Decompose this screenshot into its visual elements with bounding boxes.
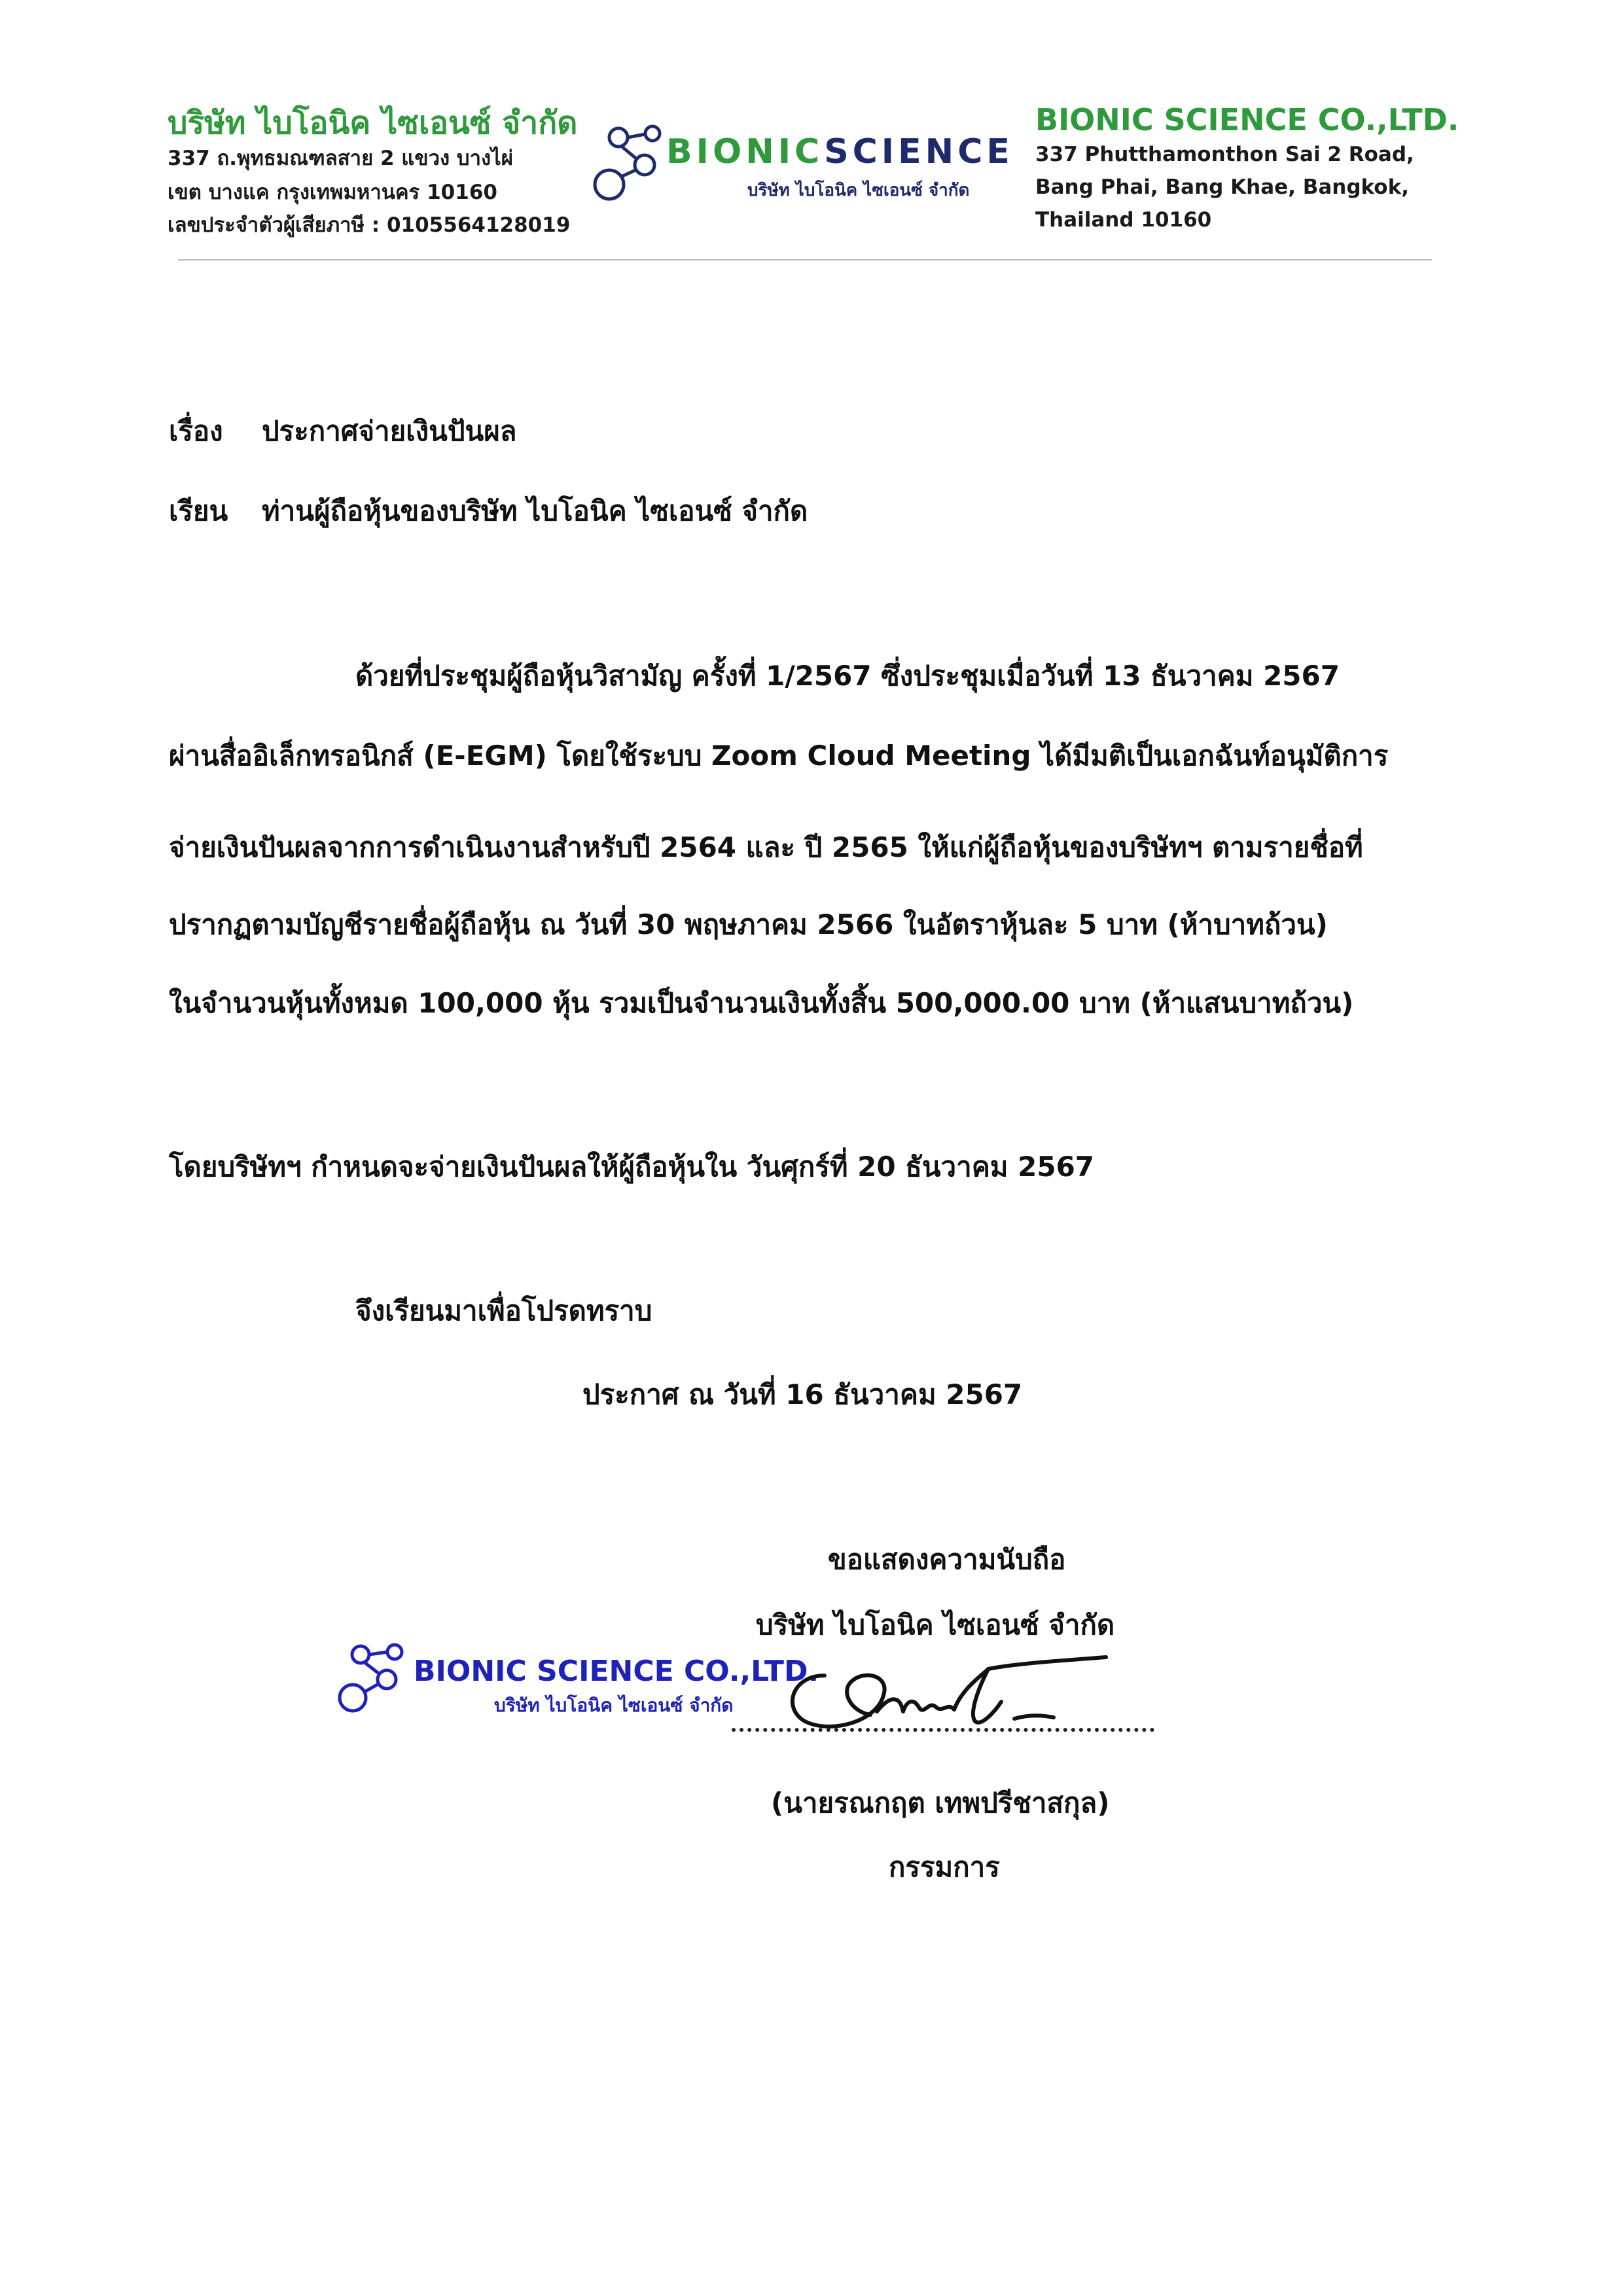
logo-word-bionic: BIONIC [666,132,825,171]
payment-date-line: โดยบริษัทฯ กำหนดจะจ่ายเงินปันผลให้ผู้ถือหุ้นใน วันศุกร์ที่ 20 ธันวาคม 2567 [169,1151,1095,1183]
signer-title: กรรมการ [889,1851,1000,1883]
header-english-company-name: BIONIC SCIENCE CO.,LTD. [1035,102,1459,137]
header-thai-company-name: บริษัท ไบโอนิค ไซเอนซ์ จำกัด [168,105,578,141]
subject-label: เรื่อง [169,415,223,447]
header-logo-wordmark [666,132,1014,171]
header-english-address-line-2: Bang Phai, Bang Khae, Bangkok, [1035,175,1409,199]
signature-dotted-line [732,1728,1154,1732]
stamp-english-name: BIONIC SCIENCE CO.,LTD. [414,1655,819,1688]
body-line-4: ปรากฏตามบัญชีรายชื่อผู้ถือหุ้น ณ วันที่ 30 พฤษภาคม 2566 ในอัตราหุ้นละ 5 บาท (ห้าบาทถ้วน) [169,908,1328,941]
regards-line: ขอแสดงความนับถือ [828,1543,1066,1575]
header-thai-address-line-2: เขต บางแค กรุงเทพมหานคร 10160 [168,181,497,204]
body-line-2: ผ่านสื่ออิเล็กทรอนิกส์ (E-EGM) โดยใช้ระบบ Zoom Cloud Meeting ได้มีมติเป็นเอกฉันท์อนุมัติการ [169,740,1389,772]
header-english-address-line-3: Thailand 10160 [1035,208,1212,232]
stamp-molecule-icon [337,1641,409,1713]
closing-line: จึงเรียนมาเพื่อโปรดทราบ [355,1295,652,1327]
announcement-date: ประกาศ ณ วันที่ 16 ธันวาคม 2567 [582,1378,1023,1410]
header-english-address-line-1: 337 Phutthamonthon Sai 2 Road, [1035,143,1414,166]
body-line-3: จ่ายเงินปันผลจากการดำเนินงานสำหรับปี 2564 และ ปี 2565 ให้แก่ผู้ถือหุ้นของบริษัทฯ ตามรายชื่อที่ [169,831,1363,863]
signer-name: (นายรณกฤต เทพปรีชาสกุล) [771,1787,1110,1819]
recipient-text: ท่านผู้ถือหุ้นของบริษัท ไบโอนิค ไซเอนซ์ จำกัด [262,495,808,527]
body-line-1: ด้วยที่ประชุมผู้ถือหุ้นวิสามัญ ครั้งที่ 1/2567 ซึ่งประชุมเมื่อวันที่ 13 ธันวาคม 2567 [355,660,1340,692]
header-divider [178,259,1432,260]
header-tax-id: เลขประจำตัวผู้เสียภาษี : 0105564128019 [168,213,571,237]
signature-company-name: บริษัท ไบโอนิค ไซเอนซ์ จำกัด [756,1609,1115,1641]
stamp-thai-name: บริษัท ไบโอนิค ไซเอนซ์ จำกัด [494,1695,734,1716]
body-line-5: ในจำนวนหุ้นทั้งหมด 100,000 หุ้น รวมเป็นจำนวนเงินทั้งสิ้น 500,000.00 บาท (ห้าแสนบาทถ้วน) [169,987,1354,1019]
handwritten-signature [779,1649,1145,1741]
header-logo-thai-subtitle: บริษัท ไบโอนิค ไซเอนซ์ จำกัด [747,181,970,200]
molecule-logo-icon [592,124,664,203]
header-thai-address-line-1: 337 ถ.พุทธมณฑลสาย 2 แขวง บางไผ่ [168,147,513,170]
recipient-label: เรียน [169,495,228,527]
logo-word-science: SCIENCE [824,132,1014,171]
subject-text: ประกาศจ่ายเงินปันผล [262,415,517,447]
